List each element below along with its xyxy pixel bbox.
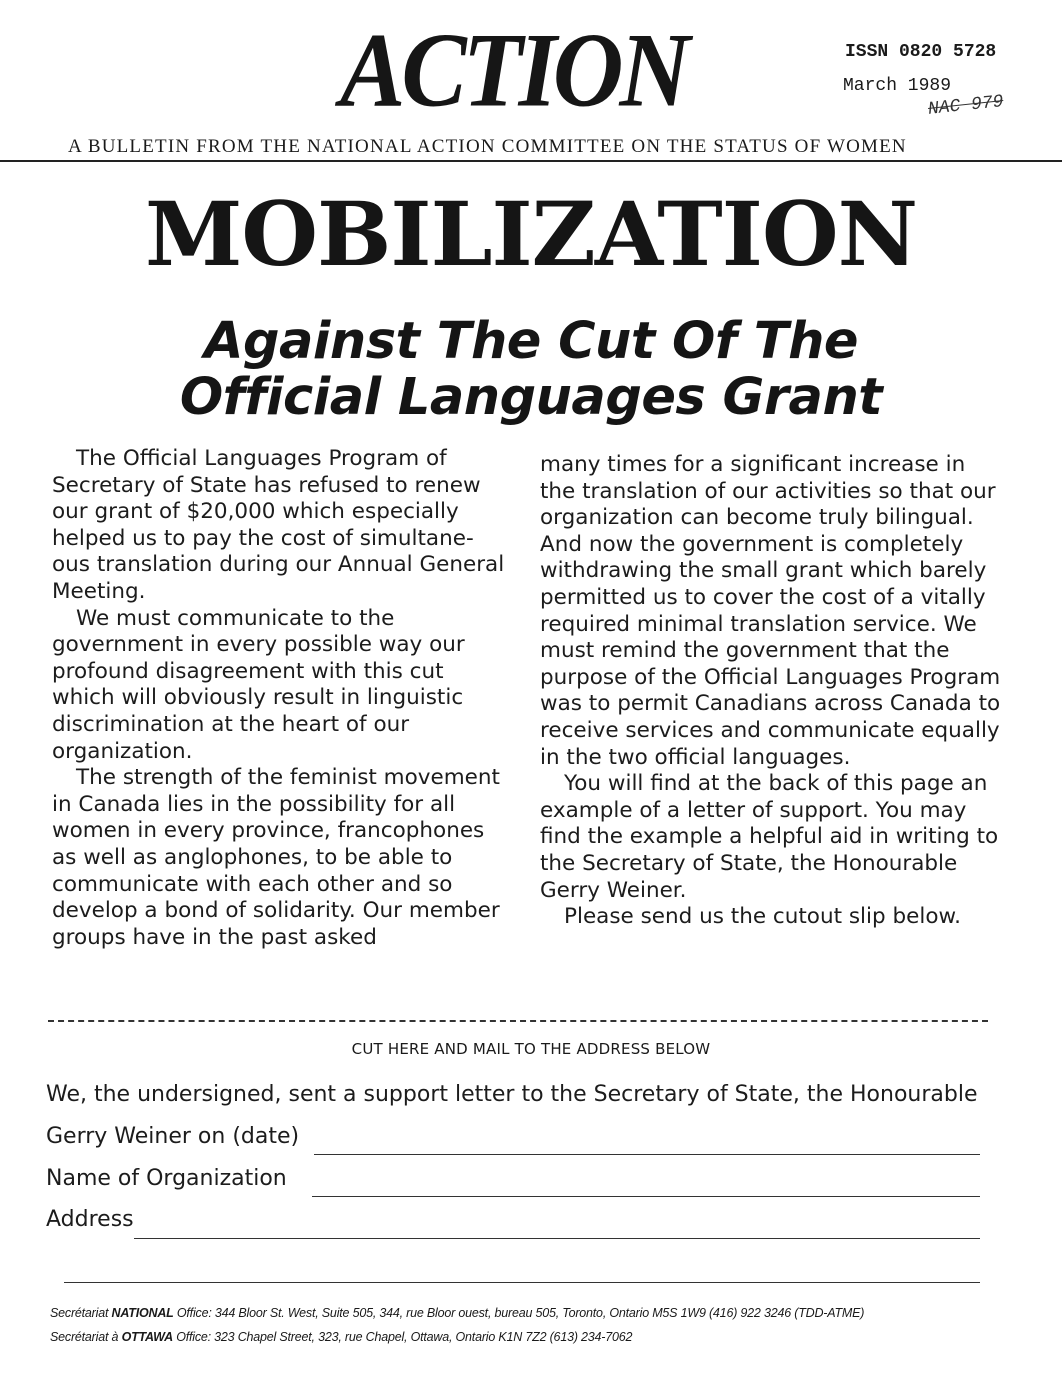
- cut-line: [48, 1020, 988, 1022]
- action-logo: ACTION: [340, 12, 687, 130]
- address-blank-line-2[interactable]: [64, 1282, 980, 1283]
- headline-subtitle-line1: Against The Cut Of The: [204, 312, 858, 371]
- footer-ottawa-office: [50, 1330, 632, 1344]
- footer-ottawa-name: OTTAWA: [121, 1330, 173, 1344]
- article-paragraph: many times for a significant increase in the translation of our activities so that our organization can become truly bilingual. And now the government is completely withdrawing the small grant which barely permitted us to cover the cost of a vitally required minimal translation service. We must remind the government that the purpose of the Official Languages Program was to permit Canadians across Canada to receive services and communicate equally in the two official languages.: [540, 452, 1001, 770]
- article-column-right: [540, 452, 1002, 931]
- footer-national-name: NATIONAL: [111, 1306, 174, 1320]
- footer-national-office: [50, 1306, 864, 1320]
- cutout-statement: We, the undersigned, sent a support letter to the Secretary of State, the Honourable: [46, 1082, 978, 1107]
- article-paragraph: The strength of the feminist movement in Canada lies in the possibility for all women in every province, francophones as well as anglophones, to be able to communicate with each other and so develop a bond of solidarity. Our member groups have in the past asked: [52, 765, 500, 950]
- bulletin-subtitle: A BULLETIN FROM THE NATIONAL ACTION COMMITTEE ON THE STATUS OF WOMEN: [68, 136, 907, 157]
- headline-subtitle-line2: Official Languages Grant: [179, 368, 883, 427]
- date-blank-line[interactable]: [314, 1154, 980, 1155]
- article-column-left: [52, 446, 512, 951]
- masthead-rule: [0, 160, 1062, 162]
- article-paragraph: The Official Languages Program of Secretary of State has refused to renew our grant of $20,000 which especially helped us to pay the cost of simultane-ous translation during our Annual General Meeting.: [52, 446, 505, 604]
- organization-blank-line[interactable]: [312, 1196, 980, 1197]
- footer-ottawa-text: Office: 323 Chapel Street, 323, rue Chapel, Ottawa, Ontario K1N 7Z2 (613) 234-7062: [176, 1330, 633, 1344]
- article-paragraph: We must communicate to the government in every possible way our profound disagreement with this cut which will obviously result in linguistic discrimination at the heart of our organization.: [52, 605, 465, 764]
- footer-national-prefix: Secrétariat: [50, 1306, 109, 1320]
- issue-date: March 1989: [843, 76, 952, 96]
- date-label: Gerry Weiner on (date): [46, 1124, 300, 1149]
- article-paragraph: Please send us the cutout slip below.: [564, 904, 961, 930]
- handwritten-note: NAC 979: [927, 92, 1005, 120]
- article-paragraph: You will find at the back of this page an example of a letter of support. You may find the example a helpful aid in writing to the Secretary of State, the Honourable Gerry Weiner.: [540, 771, 999, 903]
- address-blank-line[interactable]: [134, 1238, 980, 1239]
- address-label: Address: [46, 1207, 134, 1232]
- footer-ottawa-prefix: Secrétariat à: [50, 1330, 119, 1344]
- issn-number: ISSN 0820 5728: [845, 42, 997, 62]
- organization-label: Name of Organization: [46, 1166, 287, 1191]
- cut-instruction: CUT HERE AND MAIL TO THE ADDRESS BELOW: [351, 1040, 711, 1058]
- footer-national-text: Office: 344 Bloor St. West, Suite 505, 344, rue Bloor ouest, bureau 505, Toronto, Ontario M5S 1W9 (416) 922 3246 (TDD-ATME): [176, 1306, 865, 1320]
- masthead: [0, 0, 1062, 170]
- headline-title: MOBILIZATION: [144, 182, 918, 286]
